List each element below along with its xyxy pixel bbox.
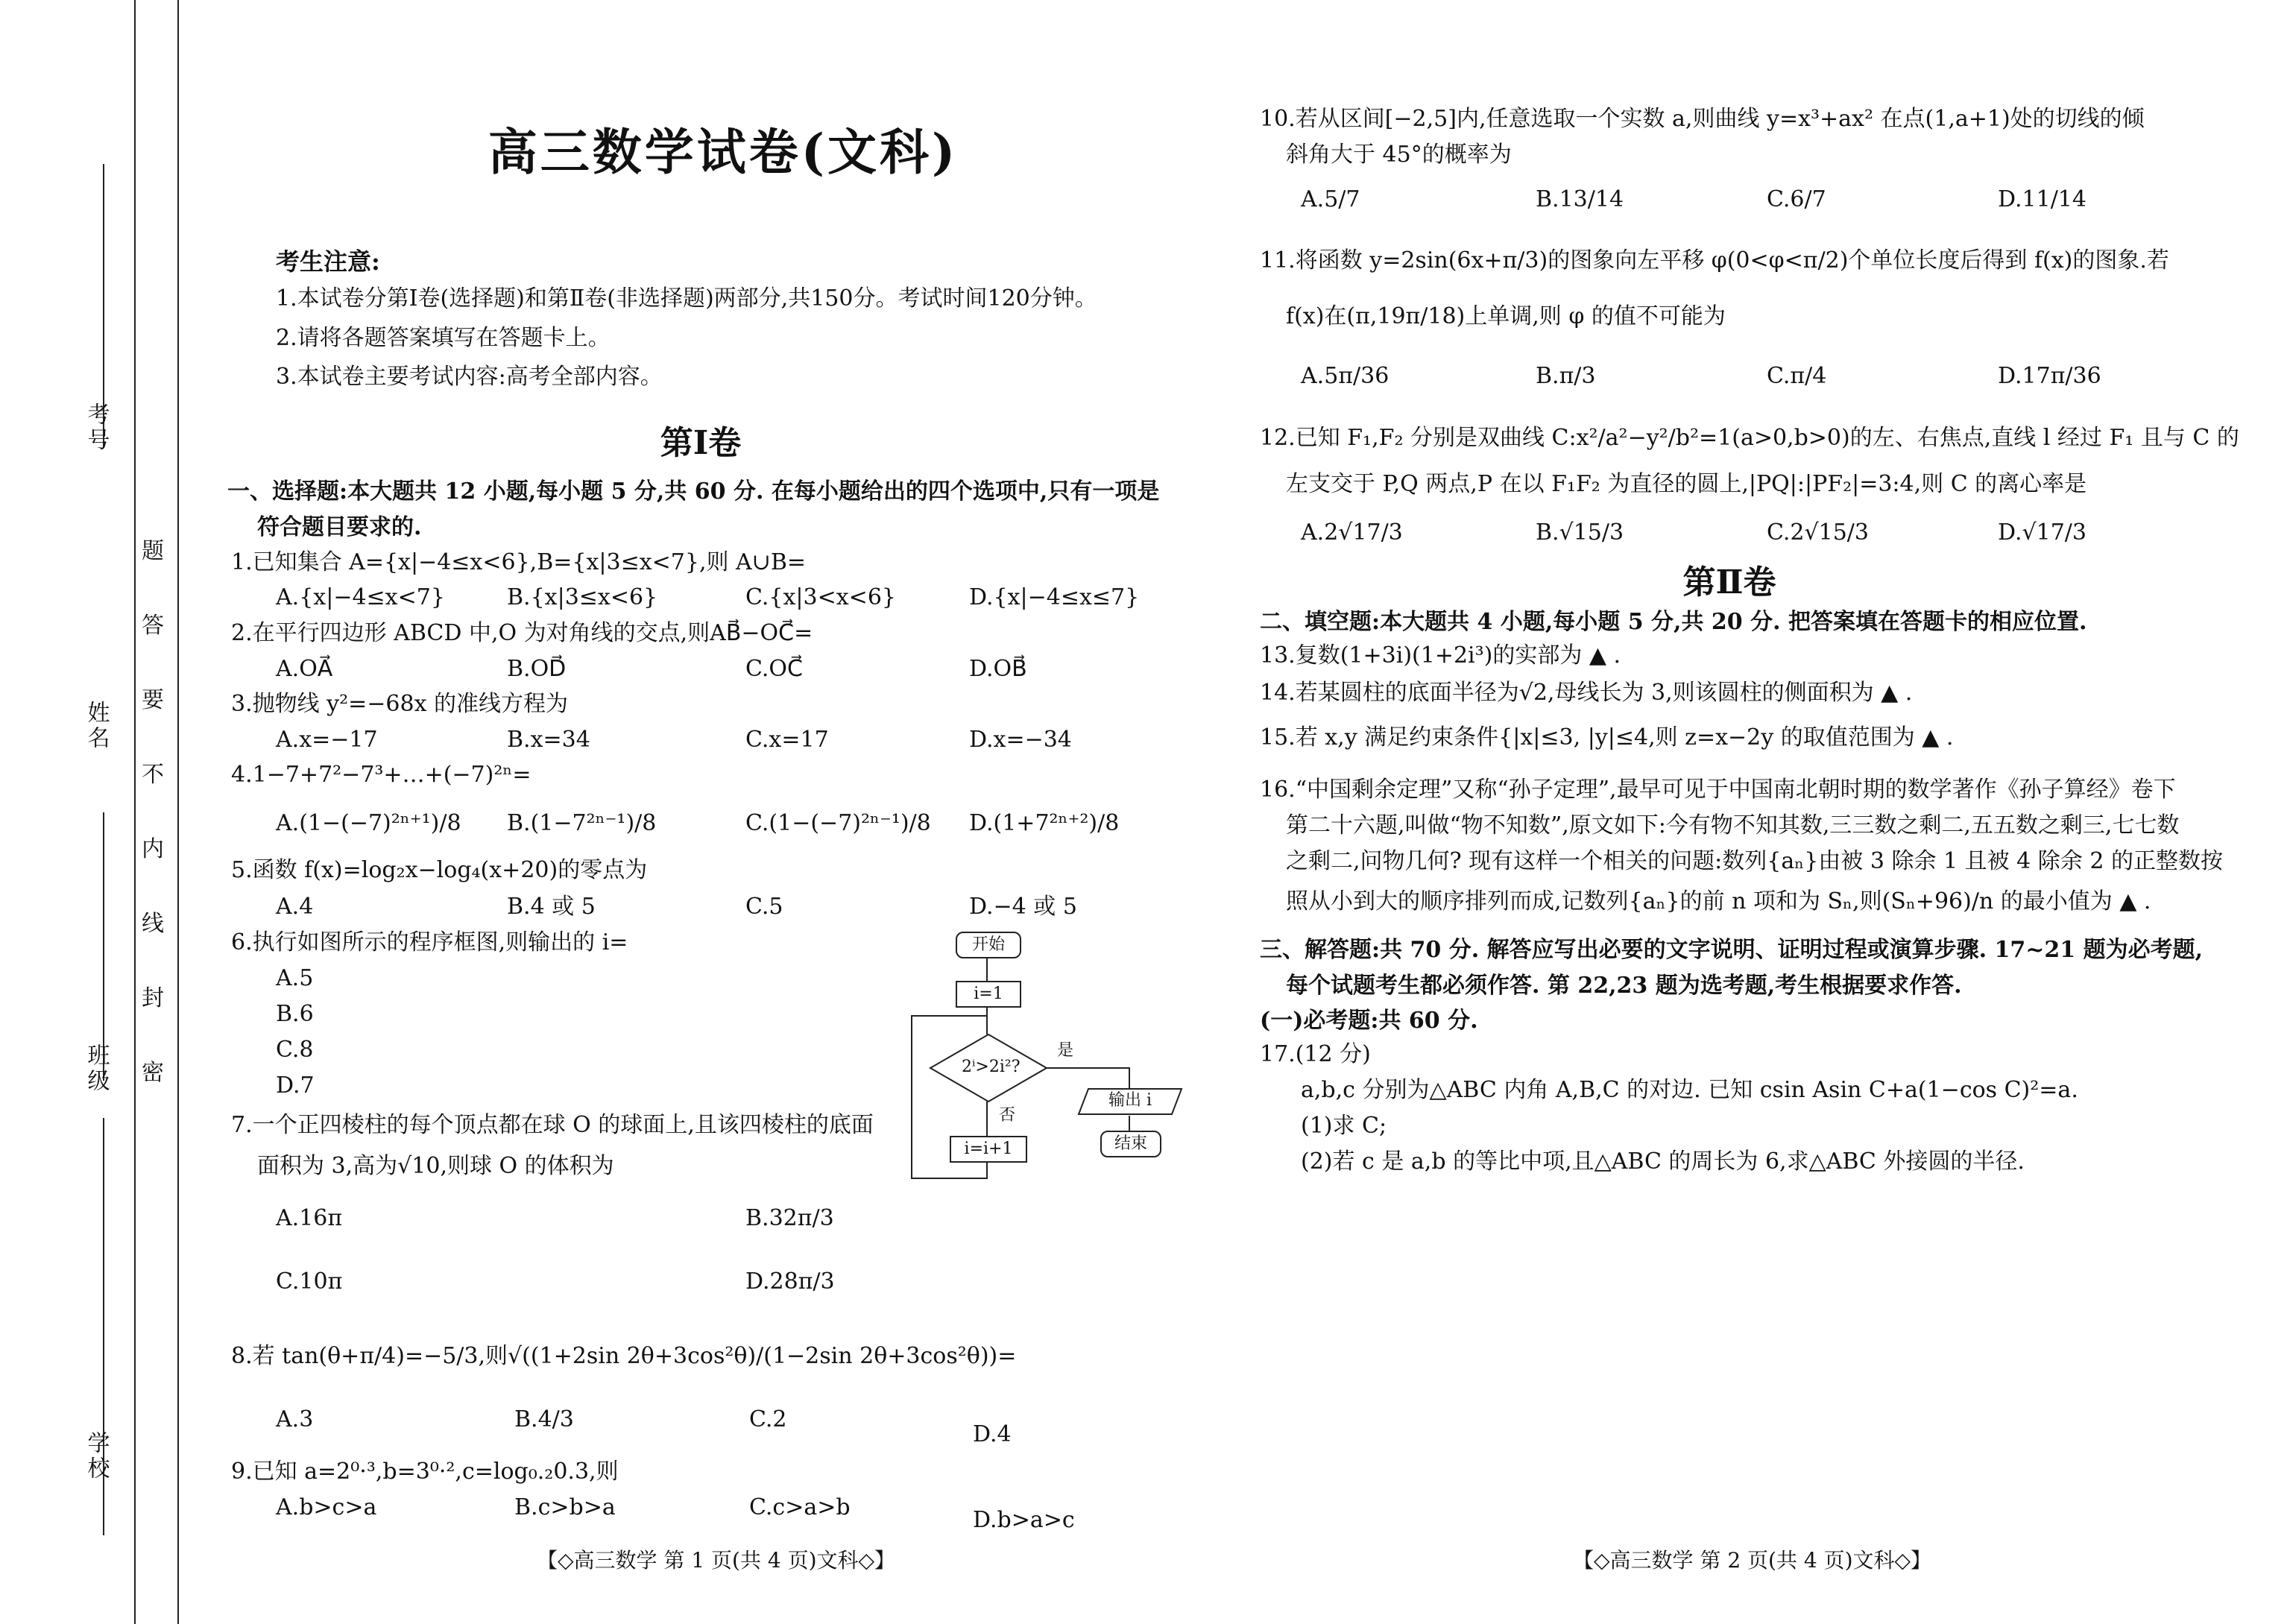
part1-heading: 第Ⅰ卷 <box>660 424 742 462</box>
option: C.5 <box>745 894 783 920</box>
option: A.16π <box>276 1205 343 1231</box>
option: C.c>a>b <box>749 1494 851 1520</box>
question-12: 12.已知 F₁,F₂ 分别是双曲线 C:x²/a²−y²/b²=1(a>0,b>0)的左、右焦点,直线 l 经过 F₁ 且与 C 的 <box>1260 425 2239 451</box>
option: B.(1−7²ⁿ⁻¹)/8 <box>507 810 657 836</box>
option: B.x=34 <box>507 727 590 753</box>
question-11: 11.将函数 y=2sin(6x+π/3)的图象向左平移 φ(0<φ<π/2)个单位长度后得到 f(x)的图象.若 <box>1260 247 2169 274</box>
xingming-label: 姓名 <box>83 701 110 751</box>
question-11-cont: f(x)在(π,19π/18)上单调,则 φ 的值不可能为 <box>1286 303 1726 329</box>
question-12-cont: 左支交于 P,Q 两点,P 在以 F₁F₂ 为直径的圆上,|PQ|:|PF₂|=3:4,则 C 的离心率是 <box>1286 471 2087 497</box>
flowchart-arrow <box>1129 1116 1130 1131</box>
question-5: 5.函数 f(x)=log₂x−log₄(x+20)的零点为 <box>231 857 648 883</box>
option: B.π/3 <box>1536 363 1596 389</box>
option: C.2√15/3 <box>1767 519 1869 546</box>
option: B.4 或 5 <box>507 894 596 920</box>
banji-label: 班级 <box>83 1043 110 1094</box>
flowchart-loop <box>911 1015 988 1017</box>
question-10-cont: 斜角大于 45°的概率为 <box>1286 142 1512 168</box>
question-2: 2.在平行四边形 ABCD 中,O 为对角线的交点,则AB⃗−OC⃗= <box>231 620 813 646</box>
page1-footer: 【◇高三数学 第 1 页(共 4 页)文科◇】 <box>537 1548 896 1573</box>
flowchart-output: 输出 i <box>1108 1091 1152 1110</box>
option: C.OC⃗ <box>745 656 803 682</box>
question-17-part2: (2)若 c 是 a,b 的等比中项,且△ABC 的周长为 6,求△ABC 外接圆的半径. <box>1301 1149 2025 1175</box>
question-1: 1.已知集合 A={x|−4≤x<6},B={x|3≤x<7},则 A∪B= <box>231 549 807 575</box>
question-17: 17.(12 分) <box>1260 1041 1371 1067</box>
xingming-fill-line <box>103 812 104 1081</box>
flowchart-arrow <box>1047 1067 1130 1069</box>
question-8: 8.若 tan(θ+π/4)=−5/3,则√((1+2sin 2θ+3cos²θ)/(1−2sin 2θ+3cos²θ))= <box>231 1343 1017 1369</box>
option: B.32π/3 <box>745 1205 834 1231</box>
seal-word: 线 <box>142 911 164 937</box>
xuexiao-label: 学校 <box>83 1431 110 1482</box>
question-15: 15.若 x,y 满足约束条件{|x|≤3, |y|≤4,则 z=x−2y 的取值范围为 ▲ . <box>1260 724 1954 751</box>
question-16: 16.“中国剩余定理”又称“孙子定理”,最早可见于中国南北朝时期的数学著作《孙子算经》卷下 <box>1260 777 2176 803</box>
notice-item: 3.本试卷主要考试内容:高考全部内容。 <box>276 364 663 391</box>
page2-footer: 【◇高三数学 第 2 页(共 4 页)文科◇】 <box>1573 1548 1932 1573</box>
question-9: 9.已知 a=2⁰·³,b=3⁰·²,c=log₀.₂0.3,则 <box>231 1459 619 1485</box>
option: B.OD⃗ <box>507 656 567 682</box>
part2-heading: 第Ⅱ卷 <box>1682 563 1776 601</box>
choice-instructions-cont: 符合题目要求的. <box>257 514 422 540</box>
notice-item: 1.本试卷分第Ⅰ卷(选择题)和第Ⅱ卷(非选择题)两部分,共150分。考试时间120分钟。 <box>276 285 1097 312</box>
option: C.π/4 <box>1767 363 1827 389</box>
option: A.x=−17 <box>276 727 378 753</box>
seal-word: 内 <box>142 836 164 862</box>
fill-in-instructions: 二、填空题:本大题共 4 小题,每小题 5 分,共 20 分. 把答案填在答题卡的相应位置. <box>1260 609 2087 635</box>
seal-word: 答 <box>142 613 164 639</box>
flowchart-init: i=1 <box>956 981 1021 1008</box>
question-16-cont: 照从小到大的顺序排列而成,记数列{aₙ}的前 n 项和为 Sₙ,则(Sₙ+96)/n 的最小值为 ▲ . <box>1286 888 2151 914</box>
option: A.5π/36 <box>1301 363 1390 389</box>
option: A.5 <box>276 965 314 991</box>
question-7-cont: 面积为 3,高为√10,则球 O 的体积为 <box>257 1153 614 1179</box>
xuexiao-fill-line <box>103 1312 104 1535</box>
seal-word: 封 <box>142 985 164 1011</box>
option: C.10π <box>276 1268 343 1295</box>
solve-instructions-cont: 每个试题考生都必须作答. 第 22,23 题为选考题,考生根据要求作答. <box>1286 973 1962 999</box>
option: C.{x|3<x<6} <box>745 584 896 610</box>
flowchart-no: 否 <box>999 1106 1016 1125</box>
option: C.6/7 <box>1767 186 1826 212</box>
option: A.4 <box>276 894 314 920</box>
flowchart-yes: 是 <box>1057 1041 1074 1060</box>
option: C.x=17 <box>745 727 829 753</box>
option: B.6 <box>276 1001 314 1027</box>
question-16-cont: 之剩二,问物几何? 现有这样一个相关的问题:数列{aₙ}由被 3 除余 1 且被 4 除余 2 的正整数按 <box>1286 848 2223 874</box>
option: A.b>c>a <box>276 1494 377 1520</box>
question-7: 7.一个正四棱柱的每个顶点都在球 O 的球面上,且该四棱柱的底面 <box>231 1112 874 1138</box>
option: A.(1−(−7)²ⁿ⁺¹)/8 <box>276 810 461 836</box>
margin-rule <box>177 0 179 1624</box>
question-17-part1: (1)求 C; <box>1301 1113 1387 1139</box>
option: D.{x|−4≤x≤7} <box>969 584 1140 610</box>
option: D.x=−34 <box>969 727 1072 753</box>
binding-margin <box>0 0 186 1624</box>
option: D.b>a>c <box>973 1507 1075 1533</box>
option: A.3 <box>276 1406 314 1432</box>
option: B.c>b>a <box>514 1494 616 1520</box>
question-10: 10.若从区间[−2,5]内,任意选取一个实数 a,则曲线 y=x³+ax² 在点(1,a+1)处的切线的倾 <box>1260 106 2145 132</box>
flowchart-loop <box>986 1161 988 1178</box>
choice-instructions: 一、选择题:本大题共 12 小题,每小题 5 分,共 60 分. 在每小题给出的四个选项中,只有一项是 <box>227 478 1160 505</box>
flowchart-arrow <box>986 1102 988 1136</box>
question-14: 14.若某圆柱的底面半径为√2,母线长为 3,则该圆柱的侧面积为 ▲ . <box>1260 680 1913 706</box>
flowchart-end: 结束 <box>1100 1131 1161 1157</box>
option: A.{x|−4≤x<7} <box>276 584 445 610</box>
option: C.8 <box>276 1037 314 1063</box>
flowchart-start: 开始 <box>956 932 1021 958</box>
exam-notice <box>276 246 1245 402</box>
option: D.(1+7²ⁿ⁺²)/8 <box>969 810 1120 836</box>
flowchart-loop <box>911 1015 912 1179</box>
kaohao-label: 考号 <box>83 402 110 453</box>
required-heading: (一)必考题:共 60 分. <box>1260 1008 1478 1034</box>
flowchart-condition: 2ⁱ>2i²? <box>962 1058 1021 1076</box>
option: B.{x|3≤x<6} <box>507 584 658 610</box>
option: B.13/14 <box>1536 186 1624 212</box>
margin-rule <box>134 0 136 1624</box>
option: D.28π/3 <box>745 1268 835 1295</box>
flowchart-arrow <box>986 1006 988 1034</box>
solve-instructions: 三、解答题:共 70 分. 解答应写出必要的文字说明、证明过程或演算步骤. 17~21 题为必考题, <box>1260 937 2204 963</box>
option: D.OB⃗ <box>969 656 1027 682</box>
flowchart-loop <box>911 1178 988 1179</box>
option: D.√17/3 <box>1998 519 2087 546</box>
option: A.2√17/3 <box>1301 519 1403 546</box>
question-16-cont: 第二十六题,叫做“物不知数”,原文如下:今有物不知其数,三三数之剩二,五五数之剩三,七七数 <box>1286 812 2180 838</box>
option: C.2 <box>749 1406 787 1432</box>
option: D.7 <box>276 1072 315 1099</box>
flowchart-arrow <box>986 957 988 981</box>
flowchart-arrow <box>1129 1067 1130 1088</box>
option: D.11/14 <box>1998 186 2086 212</box>
question-3: 3.抛物线 y²=−68x 的准线方程为 <box>231 691 569 717</box>
exam-title: 高三数学试卷(文科) <box>488 123 959 181</box>
seal-word: 不 <box>142 762 164 788</box>
seal-word: 密 <box>142 1060 164 1086</box>
option: B.√15/3 <box>1536 519 1624 546</box>
option: B.4/3 <box>514 1406 574 1432</box>
option: A.5/7 <box>1301 186 1360 212</box>
notice-heading: 考生注意: <box>276 247 380 276</box>
flowchart-increment: i=i+1 <box>950 1136 1027 1163</box>
option: C.(1−(−7)²ⁿ⁻¹)/8 <box>745 810 931 836</box>
question-17-stem: a,b,c 分别为△ABC 内角 A,B,C 的对边. 已知 csin Asin C+a(1−cos C)²=a. <box>1301 1077 2078 1103</box>
question-13: 13.复数(1+3i)(1+2i³)的实部为 ▲ . <box>1260 642 1621 669</box>
option: D.4 <box>973 1421 1012 1447</box>
option: A.OA⃗ <box>276 656 333 682</box>
option: D.−4 或 5 <box>969 894 1077 920</box>
question-6: 6.执行如图所示的程序框图,则输出的 i= <box>231 929 628 955</box>
seal-word: 题 <box>142 538 164 564</box>
question-4: 4.1−7+7²−7³+…+(−7)²ⁿ= <box>231 762 532 788</box>
seal-word: 要 <box>142 687 164 713</box>
notice-item: 2.请将各题答案填写在答题卡上。 <box>276 324 611 351</box>
option: D.17π/36 <box>1998 363 2101 389</box>
